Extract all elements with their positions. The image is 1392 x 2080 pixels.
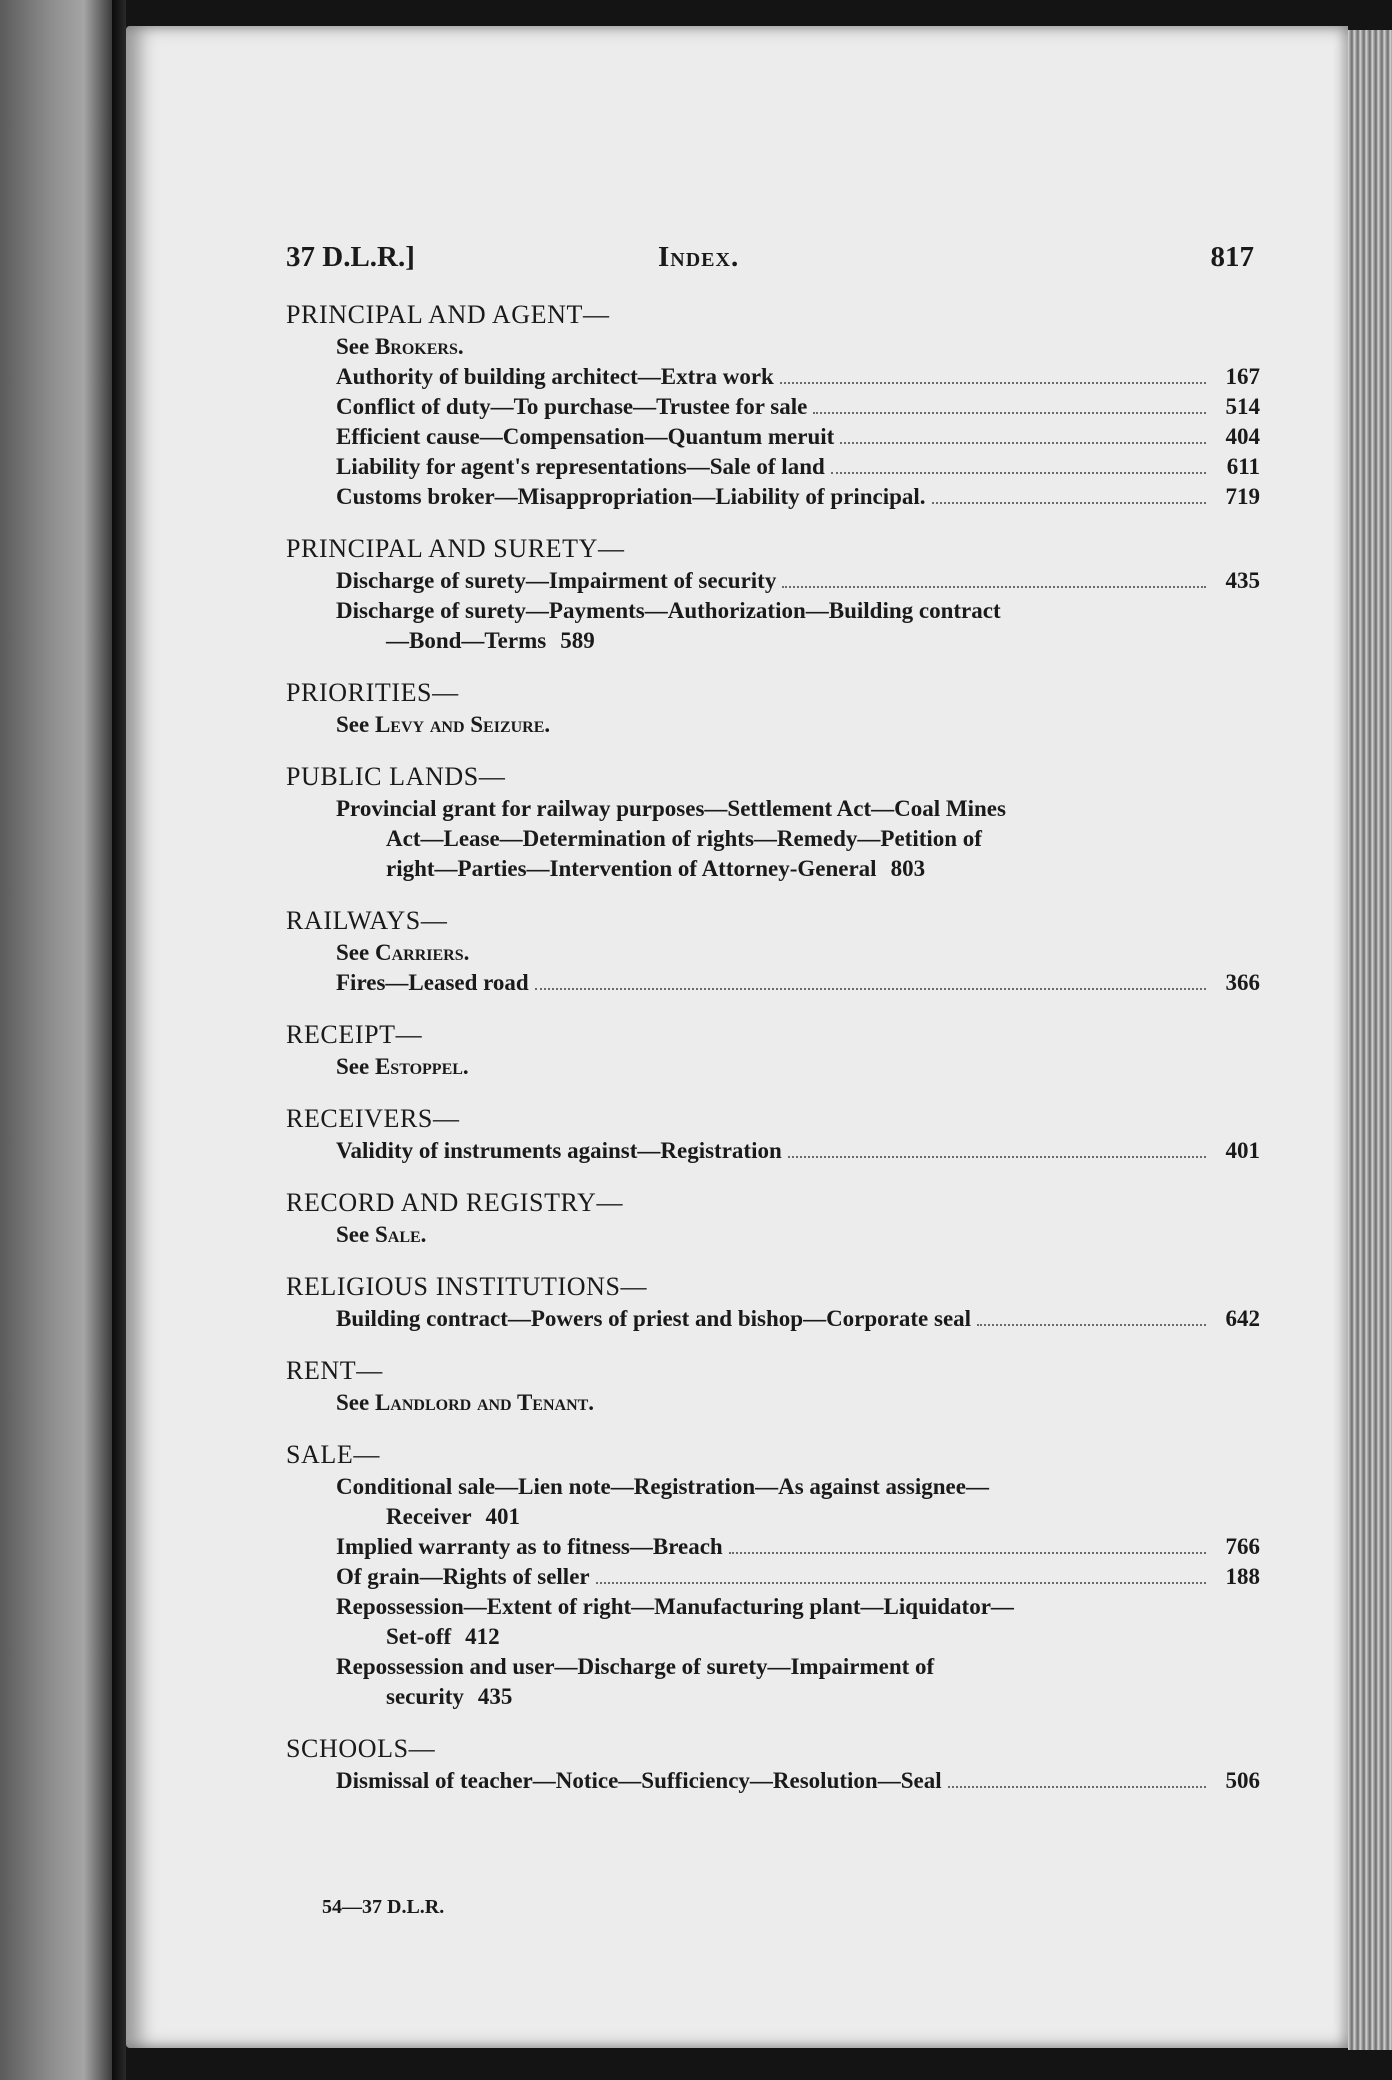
- signature-mark: 54—37 D.L.R.: [322, 1896, 445, 1918]
- index-entry: [286, 452, 1260, 482]
- index-section: [286, 762, 1260, 884]
- index-section: [286, 534, 1260, 656]
- index-section: [286, 906, 1260, 998]
- entry-page-number: 766: [1225, 1534, 1260, 1559]
- section-heading: RECORD AND REGISTRY—: [286, 1188, 624, 1217]
- index-entry: [286, 1304, 1260, 1334]
- index-entry: [286, 1592, 1260, 1652]
- entry-text: —Bond—Terms: [386, 628, 547, 653]
- see-target: Brokers.: [374, 334, 464, 359]
- page-title: Index.: [658, 241, 740, 273]
- see-reference: [286, 938, 1260, 968]
- leader-dots: [780, 382, 1206, 384]
- facing-page-edge: [0, 0, 112, 2080]
- index-entry: [286, 482, 1260, 512]
- entry-page-number: 401: [1225, 1138, 1260, 1163]
- entry-page-number: 514: [1225, 394, 1260, 419]
- see-reference: [286, 710, 1260, 740]
- entry-page-number: 188: [1225, 1564, 1260, 1589]
- entry-text: Repossession—Extent of right—Manufacturing plant—Liquidator—: [336, 1594, 1014, 1619]
- book-gutter: [112, 0, 126, 2080]
- section-heading: RAILWAYS—: [286, 906, 448, 935]
- book-page: [126, 26, 1348, 2048]
- index-entry: [286, 392, 1260, 422]
- entry-text: Authority of building architect—Extra work: [336, 364, 774, 389]
- index-entry: [286, 968, 1260, 998]
- entry-page-number: 642: [1225, 1306, 1260, 1331]
- entry-page-number: 366: [1225, 970, 1260, 995]
- section-heading: PUBLIC LANDS—: [286, 762, 506, 791]
- leader-dots: [729, 1552, 1206, 1554]
- page-stack-edge: [1348, 30, 1392, 2050]
- entry-text: Discharge of surety—Payments—Authorization—Building contract: [336, 598, 1001, 623]
- entry-text: right—Parties—Intervention of Attorney-General: [386, 856, 877, 881]
- leader-dots: [788, 1156, 1206, 1158]
- section-heading: RENT—: [286, 1356, 383, 1385]
- entry-text: Conditional sale—Lien note—Registration—As against assignee—: [336, 1474, 989, 1499]
- entry-text: Discharge of surety—Impairment of security: [336, 568, 777, 593]
- entry-text: Provincial grant for railway purposes—Settlement Act—Coal Mines: [336, 796, 1006, 821]
- entry-text: Fires—Leased road: [336, 970, 529, 995]
- running-head: [126, 241, 1348, 281]
- see-label: See: [336, 1390, 375, 1415]
- leader-dots: [977, 1324, 1206, 1326]
- index-section: [286, 1104, 1260, 1166]
- leader-dots: [840, 442, 1206, 444]
- page-number: 817: [1210, 241, 1254, 273]
- see-label: See: [336, 334, 375, 359]
- entry-page-number: 719: [1225, 484, 1260, 509]
- see-label: See: [336, 940, 375, 965]
- section-heading: PRINCIPAL AND AGENT—: [286, 300, 610, 329]
- index-section: [286, 1440, 1260, 1712]
- index-section: [286, 1188, 1260, 1250]
- entry-page-number: 167: [1225, 364, 1260, 389]
- entry-page-number: 435: [477, 1684, 513, 1709]
- index-section: [286, 1272, 1260, 1334]
- index-section: [286, 678, 1260, 740]
- index-entry: [286, 1562, 1260, 1592]
- index-body: [286, 300, 1260, 1818]
- see-label: See: [336, 1054, 375, 1079]
- entry-text: Liability for agent's representations—Sale of land: [336, 454, 825, 479]
- entry-text: Act—Lease—Determination of rights—Remedy—Petition of: [386, 826, 982, 851]
- section-heading: PRIORITIES—: [286, 678, 459, 707]
- entry-page-number: 611: [1226, 454, 1260, 479]
- leader-dots: [948, 1786, 1206, 1788]
- section-heading: SCHOOLS—: [286, 1734, 436, 1763]
- see-target: Estoppel.: [374, 1054, 469, 1079]
- entry-text: Dismissal of teacher—Notice—Sufficiency—Resolution—Seal: [336, 1768, 942, 1793]
- leader-dots: [932, 502, 1206, 504]
- see-reference: [286, 1220, 1260, 1250]
- entry-text: Receiver: [386, 1504, 472, 1529]
- see-reference: [286, 1052, 1260, 1082]
- entry-page-number: 401: [485, 1504, 521, 1529]
- index-entry: [286, 596, 1260, 656]
- index-entry: [286, 1532, 1260, 1562]
- entry-page-number: 435: [1225, 568, 1260, 593]
- entry-text: security: [386, 1684, 464, 1709]
- entry-text: Validity of instruments against—Registration: [336, 1138, 782, 1163]
- entry-page-number: 506: [1225, 1768, 1260, 1793]
- see-target: Carriers.: [374, 940, 470, 965]
- entry-text: Building contract—Powers of priest and bishop—Corporate seal: [336, 1306, 972, 1331]
- index-entry: [286, 794, 1260, 884]
- leader-dots: [782, 586, 1206, 588]
- index-entry: [286, 1136, 1260, 1166]
- index-entry: [286, 362, 1260, 392]
- index-section: [286, 1734, 1260, 1796]
- entry-page-number: 589: [560, 628, 595, 653]
- entry-text: Efficient cause—Compensation—Quantum meruit: [336, 424, 835, 449]
- see-reference: [286, 332, 1260, 362]
- leader-dots: [596, 1582, 1206, 1584]
- section-heading: SALE—: [286, 1440, 380, 1469]
- index-entry: [286, 566, 1260, 596]
- index-entry: [286, 1472, 1260, 1532]
- leader-dots: [831, 472, 1206, 474]
- entry-page-number: 412: [465, 1624, 500, 1649]
- section-heading: RELIGIOUS INSTITUTIONS—: [286, 1272, 648, 1301]
- index-entry: [286, 1766, 1260, 1796]
- see-label: See: [336, 712, 375, 737]
- entry-text: Set-off: [386, 1624, 452, 1649]
- entry-page-number: 803: [890, 856, 926, 881]
- see-target: Landlord and Tenant.: [374, 1390, 595, 1415]
- section-heading: RECEIPT—: [286, 1020, 423, 1049]
- entry-text: Repossession and user—Discharge of surety—Impairment of: [336, 1654, 935, 1679]
- index-section: [286, 1356, 1260, 1418]
- leader-dots: [535, 988, 1206, 990]
- leader-dots: [813, 412, 1206, 414]
- see-target: Sale.: [374, 1222, 427, 1247]
- volume-citation: 37 D.L.R.]: [286, 241, 415, 273]
- see-target: Levy and Seizure.: [374, 712, 551, 737]
- index-section: [286, 300, 1260, 512]
- see-label: See: [336, 1222, 375, 1247]
- see-reference: [286, 1388, 1260, 1418]
- index-entry: [286, 1652, 1260, 1712]
- index-section: [286, 1020, 1260, 1082]
- section-heading: PRINCIPAL AND SURETY—: [286, 534, 625, 563]
- entry-text: Of grain—Rights of seller: [336, 1564, 590, 1589]
- entry-text: Implied warranty as to fitness—Breach: [336, 1534, 723, 1559]
- entry-page-number: 404: [1225, 424, 1260, 449]
- entry-text: Customs broker—Misappropriation—Liability of principal.: [336, 484, 926, 509]
- index-entry: [286, 422, 1260, 452]
- entry-text: Conflict of duty—To purchase—Trustee for sale: [336, 394, 808, 419]
- section-heading: RECEIVERS—: [286, 1104, 460, 1133]
